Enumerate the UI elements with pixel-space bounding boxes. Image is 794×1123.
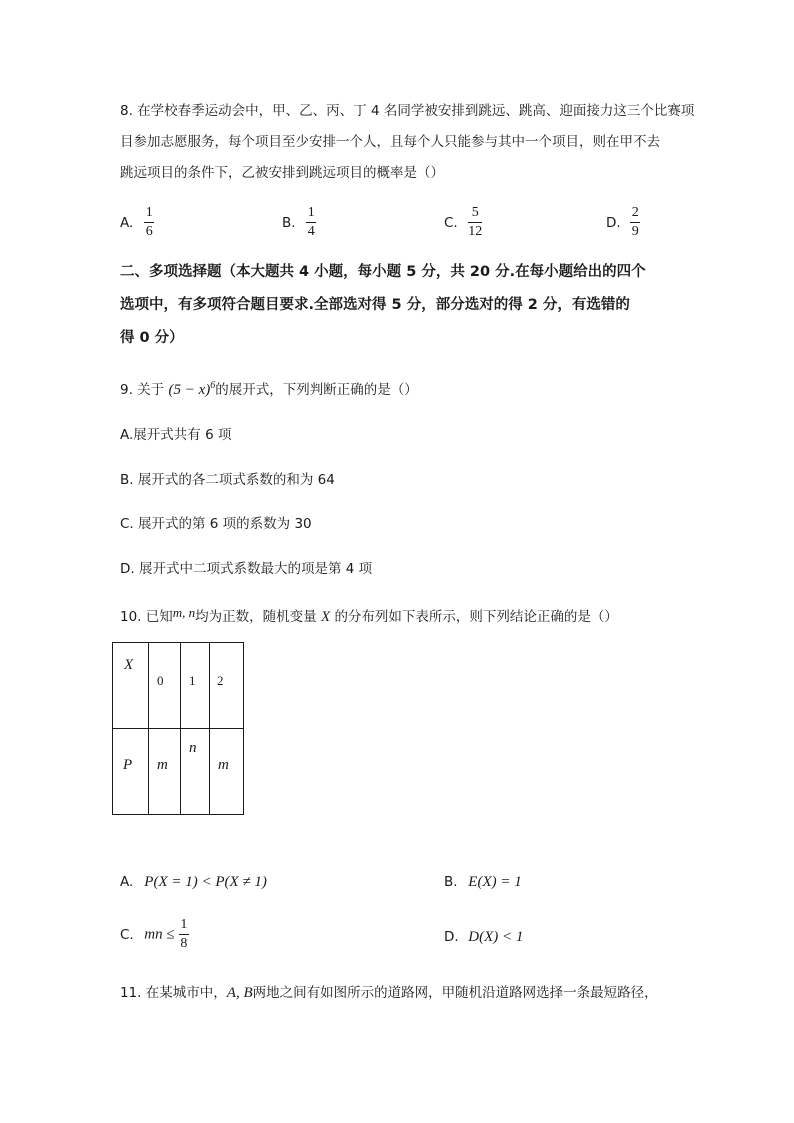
q11-stem: 11. 在某城市中，A, B两地之间有如图所示的道路网，甲随机沿道路网选择一条最短路径， bbox=[120, 985, 658, 1001]
q10-option-d: D. D(X) < 1 bbox=[444, 929, 524, 945]
table-cell: X bbox=[124, 657, 134, 673]
section2-line3: 得 0 分） bbox=[120, 330, 184, 346]
section2-line2: 选项中，有多项符合题目要求.全部选对得 5 分，部分选对的得 2 分，有选错的 bbox=[120, 297, 630, 313]
table-cell: m bbox=[218, 757, 229, 773]
q8-option-d: D. $\frac{2}{9}$ bbox=[606, 205, 639, 239]
q8-option-c: C. $\frac{5}{12}$ bbox=[444, 205, 483, 239]
q8-option-b: B. $\frac{1}{4}$ bbox=[282, 205, 315, 239]
fraction: $\frac{1}{8}$ bbox=[180, 917, 188, 951]
q10-option-a: A. P(X = 1) < P(X ≠ 1) bbox=[120, 874, 267, 890]
table-row bbox=[113, 729, 244, 815]
q9-option-d: D. 展开式中二项式系数最大的项是第 4 项 bbox=[120, 561, 373, 577]
table-cell: P bbox=[123, 757, 133, 773]
table-cell: 1 bbox=[189, 673, 196, 688]
q9-stem: 9. 关于 $(5 - x)^6$的展开式，下列判断正确的是（） bbox=[120, 380, 418, 398]
q9-option-c: C. 展开式的第 6 项的系数为 30 bbox=[120, 516, 312, 532]
q9-expression: $(5 - x)^6$ bbox=[168, 380, 216, 398]
q10-stem: 10. 已知m, n均为正数，随机变量 X 的分布列如下表所示，则下列结论正确的是（） bbox=[120, 605, 618, 625]
q10-option-b: B. E(X) = 1 bbox=[444, 874, 522, 890]
table-row bbox=[113, 643, 244, 729]
table-cell: 2 bbox=[217, 673, 224, 688]
fraction: $\frac{1}{4}$ bbox=[307, 205, 315, 239]
q10-option-c: C. mn ≤ $\frac{1}{8}$ bbox=[120, 917, 188, 951]
table-cell: 0 bbox=[157, 673, 164, 688]
table-cell: m bbox=[157, 757, 168, 773]
q9-option-b: B. 展开式的各二项式系数的和为 64 bbox=[120, 472, 335, 488]
fraction: $\frac{1}{6}$ bbox=[145, 205, 153, 239]
table-cell: n bbox=[189, 740, 197, 756]
fraction: $\frac{2}{9}$ bbox=[631, 205, 639, 239]
fraction: $\frac{5}{12}$ bbox=[468, 205, 483, 239]
section2-line1: 二、多项选择题（本大题共 4 小题，每小题 5 分，共 20 分.在每小题给出的四个 bbox=[120, 264, 646, 280]
q9-option-a: A.展开式共有 6 项 bbox=[120, 427, 232, 443]
q8-line3: 跳远项目的条件下，乙被安排到跳远项目的概率是（） bbox=[120, 165, 444, 181]
distribution-table bbox=[112, 642, 244, 815]
q8-line1: 8. 在学校春季运动会中，甲、乙、丙、丁 4 名同学被安排到跳远、跳高、迎面接力这三个比赛项 bbox=[120, 103, 695, 119]
q8-line2: 目参加志愿服务，每个项目至少安排一个人，且每个人只能参与其中一个项目，则在甲不去 bbox=[120, 134, 660, 150]
q8-option-a: A. $\frac{1}{6}$ bbox=[120, 205, 153, 239]
